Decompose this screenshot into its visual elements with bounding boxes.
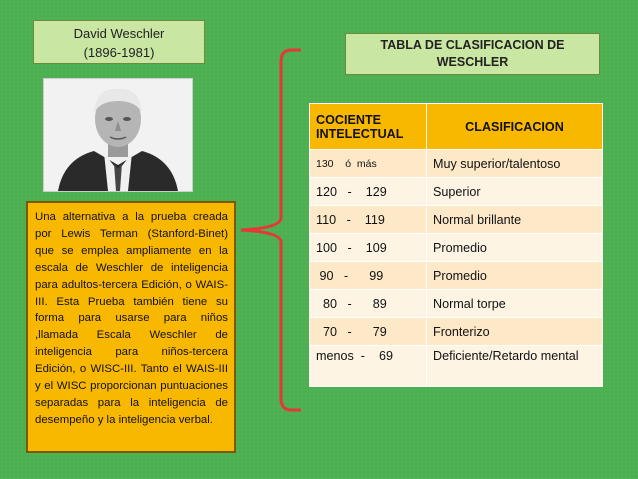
table-header-row	[310, 104, 603, 150]
cell-ci: 80 - 89	[310, 290, 427, 318]
table-row	[310, 262, 603, 290]
table-row	[310, 206, 603, 234]
cell-ci: 110 - 119	[310, 206, 427, 234]
cell-ci: menos - 69	[310, 346, 427, 387]
cell-clas: Promedio	[427, 262, 603, 290]
classification-table	[309, 103, 603, 387]
table-row	[310, 150, 603, 178]
cell-ci: 130 ó más	[310, 150, 427, 178]
table-row	[310, 318, 603, 346]
table-title-line1: TABLA DE CLASIFICACION DE	[380, 38, 565, 52]
cell-clas: Promedio	[427, 234, 603, 262]
table-row	[310, 234, 603, 262]
cell-ci: 70 - 79	[310, 318, 427, 346]
table-row	[310, 346, 603, 387]
table-row	[310, 290, 603, 318]
cell-clas: Normal brillante	[427, 206, 603, 234]
cell-ci: 120 - 129	[310, 178, 427, 206]
table-title-line2: WESCHLER	[436, 55, 509, 69]
header-clasificacion: CLASIFICACION	[427, 104, 603, 150]
table-row	[310, 178, 603, 206]
description-box	[26, 201, 236, 453]
brace-connector	[235, 48, 307, 412]
person-years: (1896-1981)	[83, 45, 155, 60]
description-text: Una alternativa a la prueba creada por Lewis Terman (Stanford-Binet) que se emplea ampliamente en la escala de Weschler de inteligencia para adultos-tercera Edición, o WAIS-III. Esta Prueba también tiene su forma para usarse para niños ,llamada Escala Weschler de inteligencia para niños-tercera Edición, o WISC-III. Tanto el WAIS-III y el WISC proporcionan puntuaciones separadas para la inteligencia de desempeño y la inteligencia verbal.	[35, 211, 228, 426]
cell-clas: Deficiente/Retardo mental	[427, 346, 603, 387]
portrait-photo	[43, 78, 193, 192]
table-title	[345, 33, 600, 75]
person-name: David Weschler	[73, 26, 165, 41]
name-box	[33, 20, 205, 64]
header-ci: COCIENTE INTELECTUAL	[310, 104, 427, 150]
cell-ci: 100 - 109	[310, 234, 427, 262]
cell-clas: Superior	[427, 178, 603, 206]
cell-clas: Normal torpe	[427, 290, 603, 318]
portrait-icon	[44, 79, 192, 191]
cell-clas: Muy superior/talentoso	[427, 150, 603, 178]
cell-clas: Fronterizo	[427, 318, 603, 346]
cell-ci: 90 - 99	[310, 262, 427, 290]
